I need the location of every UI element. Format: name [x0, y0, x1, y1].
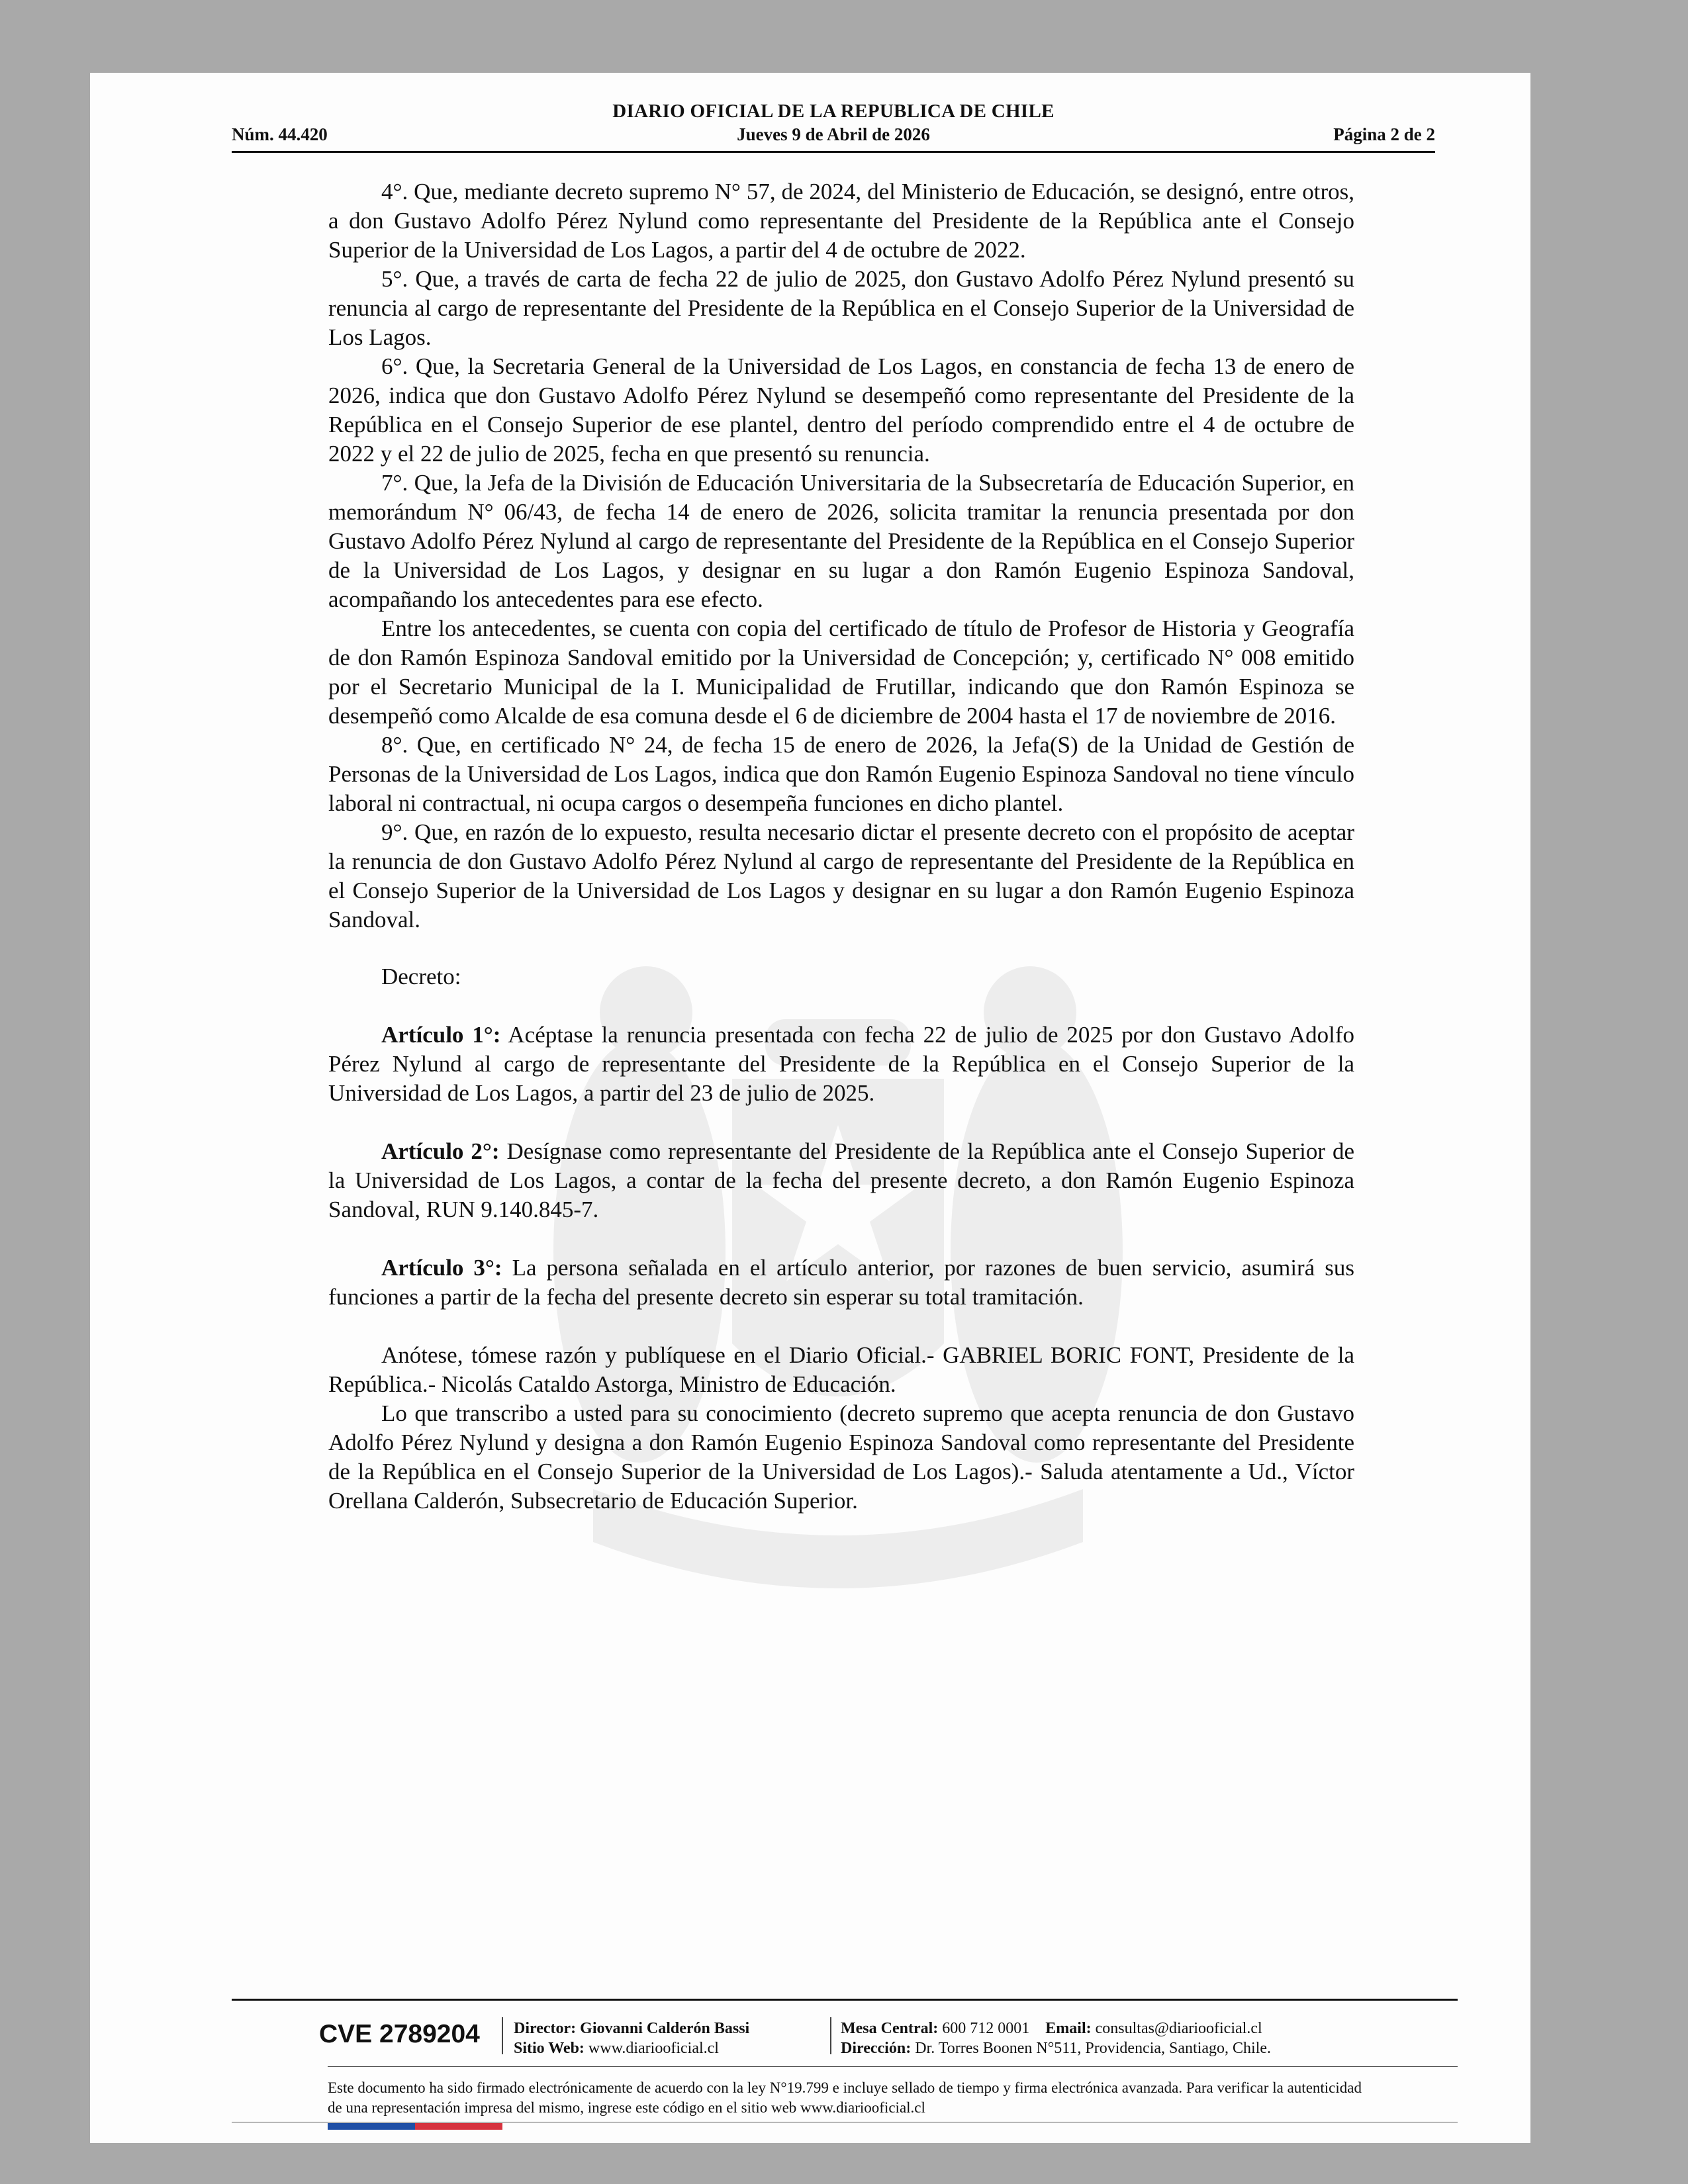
- footer-divider: [328, 2066, 1458, 2067]
- considerando-9: 9°. Que, en razón de lo expuesto, resulta necesario dictar el presente decreto con el propósito de aceptar la renuncia de don Gustavo Adolfo Pérez Nylund al cargo de representante del Presidente de la República en el Consejo Superior de la Universidad de Los Lagos y designar en su lugar a don Ramón Eugenio Espinoza Sandoval.: [328, 819, 1354, 933]
- page-header: [232, 87, 1435, 153]
- article-3-text: La persona señalada en el artículo anterior, por razones de buen servicio, asumirá sus funciones a partir de la fecha del presente decreto sin esperar su total tramitación.: [328, 1255, 1354, 1310]
- article-2-text: Desígnase como representante del Presidente de la República ante el Consejo Superior de la Universidad de Los Lagos, a contar de la fecha del presente decreto, a don Ramón Eugenio Espinoza Sandoval, RUN 9.140.845-7.: [328, 1138, 1354, 1222]
- director-label: Director:: [514, 2020, 577, 2037]
- footer-separator: [830, 2017, 831, 2054]
- page-number: Página 2 de 2: [1333, 124, 1435, 144]
- considerando-7: 7°. Que, la Jefa de la División de Educación Universitaria de la Subsecretaría de Educación Superior, en memorándum N° 06/43, de fecha 14 de enero de 2026, solicita tramitar la renuncia presentada por don Gustavo Adolfo Pérez Nylund al cargo de representante del Presidente de la República en el Consejo Superior de la Universidad de Los Lagos, y designar en su lugar a don Ramón Eugenio Espinoza Sandoval, acompañando los antecedentes para ese efecto.: [328, 470, 1354, 612]
- closing-signatures: Anótese, tómese razón y publíquese en el Diario Oficial.- GABRIEL BORIC FONT, Presidente de la República.- Nicolás Cataldo Astorga, Ministro de Educación.: [328, 1342, 1354, 1397]
- website-link[interactable]: www.diariooficial.cl: [588, 2040, 719, 2057]
- publication-title: DIARIO OFICIAL DE LA REPUBLICA DE CHILE: [612, 101, 1055, 122]
- phone-value: 600 712 0001: [942, 2020, 1030, 2037]
- flag-stripe-red: [415, 2123, 502, 2130]
- address-value: Dr. Torres Boonen N°511, Providencia, Santiago, Chile.: [915, 2040, 1272, 2057]
- email-label: Email:: [1045, 2020, 1092, 2037]
- article-3-label: Artículo 3°:: [381, 1255, 502, 1281]
- article-3: [328, 1253, 1354, 1312]
- publication-date: Jueves 9 de Abril de 2026: [737, 124, 930, 144]
- electronic-signature-notice: Este documento ha sido firmado electrónicamente de acuerdo con la ley N°19.799 e incluye sellado de tiempo y firma electrónica avanzada. Para verificar la autenticidad de una representación impresa del mismo, ingrese este código en el sitio web www.diariooficial.cl: [328, 2079, 1362, 2116]
- considerando-4: 4°. Que, mediante decreto supremo N° 57, de 2024, del Ministerio de Educación, se designó, entre otros, a don Gustavo Adolfo Pérez Nylund como representante del Presidente de la República ante el Consejo Superior de la Universidad de Los Lagos, a partir del 4 de octubre de 2022.: [328, 179, 1354, 263]
- email-link[interactable]: consultas@diariooficial.cl: [1095, 2020, 1262, 2037]
- antecedentes-paragraph: Entre los antecedentes, se cuenta con copia del certificado de título de Profesor de Historia y Geografía de don Ramón Espinoza Sandoval emitido por la Universidad de Concepción; y, certificado N° 008 emitido por el Secretario Municipal de la I. Municipalidad de Frutillar, indicando que don Ramón Espinoza se desempeñó como Alcalde de esa comuna desde el 6 de diciembre de 2004 hasta el 17 de noviembre de 2016.: [328, 615, 1354, 729]
- director-name: Giovanni Calderón Bassi: [580, 2020, 750, 2037]
- decree-body: [328, 177, 1354, 1516]
- website-label: Sitio Web:: [514, 2040, 585, 2057]
- footer-separator: [502, 2017, 503, 2054]
- issue-number: Núm. 44.420: [232, 124, 328, 144]
- considerando-8: 8°. Que, en certificado N° 24, de fecha 15 de enero de 2026, la Jefa(S) de la Unidad de Gestión de Personas de la Universidad de Los Lagos, indica que don Ramón Eugenio Espinoza Sandoval no tiene vínculo laboral ni contractual, ni ocupa cargos o desempeña funciones en dicho plantel.: [328, 732, 1354, 816]
- flag-stripe-blue: [328, 2123, 415, 2130]
- article-2: [328, 1137, 1354, 1224]
- closing-transcription: Lo que transcribo a usted para su conocimiento (decreto supremo que acepta renuncia de don Gustavo Adolfo Pérez Nylund y designa a don Ramón Eugenio Espinoza Sandoval como representante del Presidente de la República en el Consejo Superior de la Universidad de Los Lagos).- Saluda atentamente a Ud., Víctor Orellana Calderón, Subsecretario de Educación Superior.: [328, 1400, 1354, 1514]
- considerando-6: 6°. Que, la Secretaria General de la Universidad de Los Lagos, en constancia de fecha 13 de enero de 2026, indica que don Gustavo Adolfo Pérez Nylund se desempeñó como representante del Presidente de la República en el Consejo Superior de ese plantel, dentro del período comprendido entre el 4 de octubre de 2022 y el 22 de julio de 2025, fecha en que presentó su renuncia.: [328, 353, 1354, 467]
- article-1-text: Acéptase la renuncia presentada con fecha 22 de julio de 2025 por don Gustavo Adolfo Pérez Nylund al cargo de representante del Presidente de la República en el Consejo Superior de la Universidad de Los Lagos, a partir del 23 de julio de 2025.: [328, 1022, 1354, 1106]
- address-label: Dirección:: [841, 2040, 912, 2057]
- decreto-heading: Decreto:: [381, 964, 461, 989]
- document-page: [90, 73, 1530, 2143]
- article-1-label: Artículo 1°:: [381, 1022, 501, 1048]
- phone-label: Mesa Central:: [841, 2020, 939, 2037]
- footer-contact-block: [841, 2019, 1271, 2058]
- page-footer: [232, 1999, 1458, 2116]
- footer-director-block: [514, 2019, 749, 2058]
- article-2-label: Artículo 2°:: [381, 1138, 500, 1164]
- article-1: [328, 1021, 1354, 1108]
- footer-divider: [232, 1999, 1458, 2001]
- cve-code: CVE 2789204: [319, 2020, 480, 2048]
- considerando-5: 5°. Que, a través de carta de fecha 22 de julio de 2025, don Gustavo Adolfo Pérez Nylund presentó su renuncia al cargo de representante del Presidente de la República en el Consejo Superior de la Universidad de Los Lagos.: [328, 266, 1354, 350]
